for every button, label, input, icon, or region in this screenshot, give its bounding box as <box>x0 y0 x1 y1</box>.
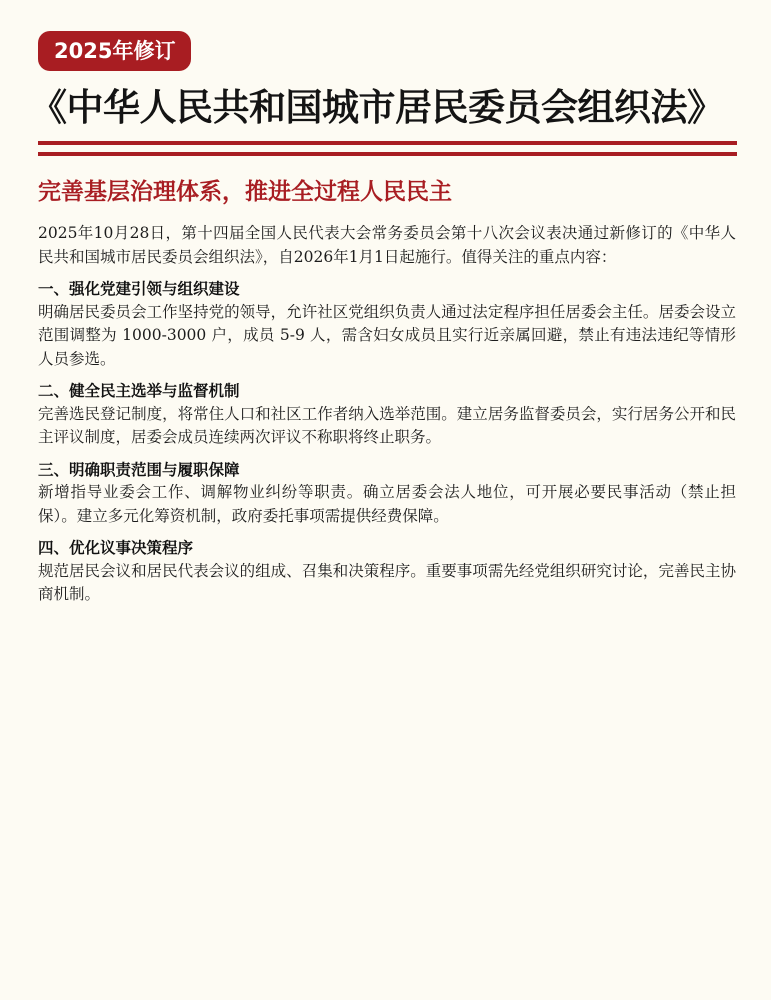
section-heading: 一、强化党建引领与组织建设 <box>38 279 240 298</box>
title-divider-bottom <box>38 152 737 156</box>
subtitle: 完善基层治理体系，推进全过程人民民主 <box>38 179 452 205</box>
section-body: 完善选民登记制度，将常住人口和社区工作者纳入选举范围。建立居务监督委员会，实行居务公开和民主评议制度，居委会成员连续两次评议不称职将终止职务。 <box>38 404 736 446</box>
intro-paragraph: 2025年10月28日，第十四届全国人民代表大会常务委员会第十八次会议表决通过新修订的《中华人民共和国城市居民委员会组织法》，自2026年1月1日起施行。值得关注的重点内容： <box>38 224 736 266</box>
law-title: 《中华人民共和国城市居民委员会组织法》 <box>30 86 724 129</box>
section-body: 新增指导业委会工作、调解物业纠纷等职责。确立居委会法人地位，可开展必要民事活动（禁止担保）。建立多元化筹资机制，政府委托事项需提供经费保障。 <box>38 483 736 525</box>
section-duties-guarantee <box>38 458 736 529</box>
section-election-supervision <box>38 379 736 450</box>
section-body: 明确居民委员会工作坚持党的领导，允许社区党组织负责人通过法定程序担任居委会主任。居委会设立范围调整为 1000-3000 户，成员 5-9 人，需含妇女成员且实行近亲属回避，禁止有违法违纪等情形人员参选。 <box>38 302 736 368</box>
article-body <box>38 222 736 615</box>
section-heading: 三、明确职责范围与履职保障 <box>38 459 240 479</box>
title-divider-top <box>38 141 737 145</box>
section-heading: 四、优化议事决策程序 <box>38 538 194 557</box>
section-party-leadership <box>38 277 736 371</box>
section-decision-procedure <box>38 536 736 607</box>
section-heading: 二、健全民主选举与监督机制 <box>38 381 240 400</box>
revision-badge: 2025年修订 <box>38 31 191 71</box>
section-body: 规范居民会议和居民代表会议的组成、召集和决策程序。重要事项需先经党组织研究讨论，完善民主协商机制。 <box>38 561 736 603</box>
